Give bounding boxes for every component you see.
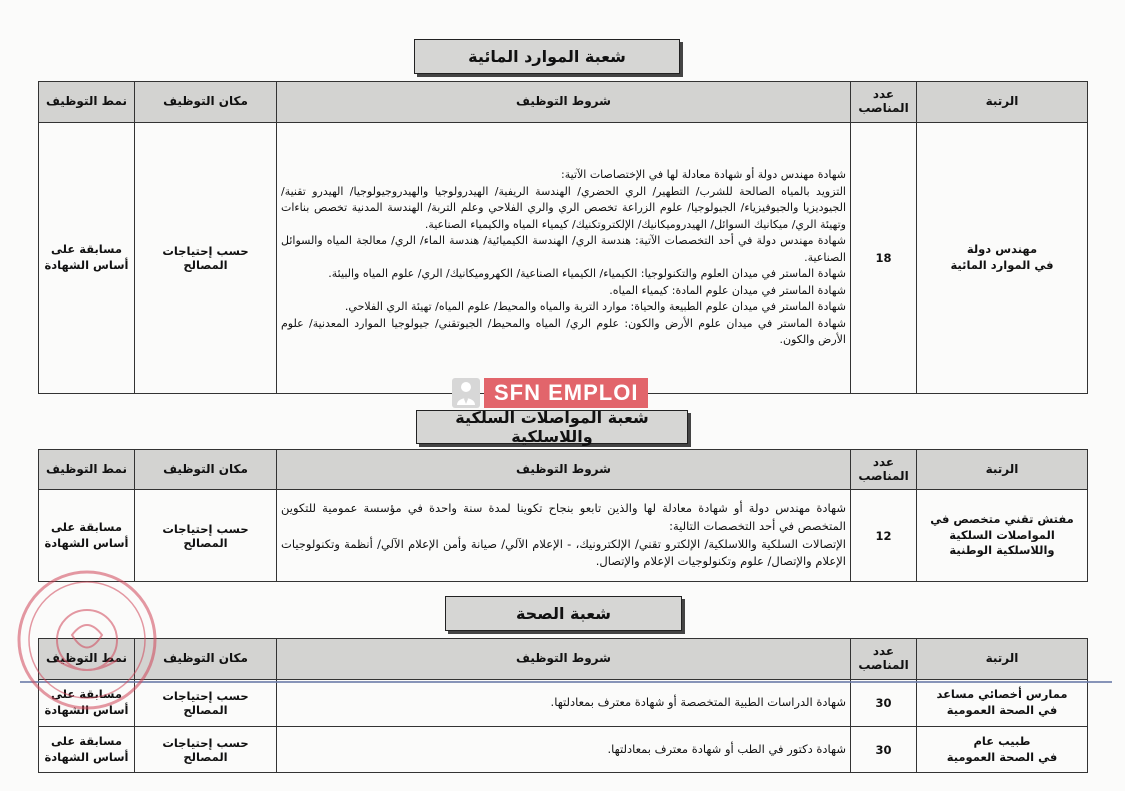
header-conditions: شروط التوظيف bbox=[277, 82, 851, 123]
header-rank: الرتبة bbox=[917, 450, 1088, 490]
table-row bbox=[39, 490, 1088, 582]
section-title-water bbox=[414, 39, 680, 74]
cell-conditions: شهادة مهندس دولة أو شهادة معادلة لها في الإختصاصات الآتية: التزويد بالمياه الصالحة للشرب/ التطهير/ الري الحضري/ الهندسة الريفية/ الهيدرولوجيا والهيدروجيولوجيا/ الهيدرو تقنية/ الجيوديزيا والجيوفيزياء/ الجيولوجيا/ علوم الزراعة تخصص الري والري الفلاحي وعلم التربة/ الهندسة المدنية تخصص بناءات وتهيئة الري/ ميكانيك السوائل/ الهيدروميكانيك/ الإلكتروتكنيك/ كيمياء المياه والكيمياء الصناعية. شهادة مهندس دولة في أحد التخصصات الآتية: هندسة الري/ الهندسة الكيميائية/ هندسة الماء/ الري/ معالجة المياه والسوائل الصناعية. شهادة الماستر في ميدان العلوم والتكنولوجيا: الكيمياء/ الكيمياء الصناعية/ الكهروميكانيك/ الري/ علوم المياه والبيئة. شهادة الماستر في ميدان علوم المادة: كيمياء المياه. شهادة الماستر في ميدان علوم الطبيعة والحياة: موارد التربة والمياه والمحيط/ علوم المياه/ تهيئة الري الفلاحي. شهادة الماستر في ميدان علوم الأرض والكون: علوم الري/ المياه والمحيط/ الجيوتقني/ جيولوجيا الموارد المعدنية/ علوم الأرض والكون. bbox=[277, 123, 851, 394]
header-rank: الرتبة bbox=[917, 639, 1088, 680]
cell-conditions: شهادة مهندس دولة أو شهادة معادلة لها والذين تابعو بنجاح تكوينا لمدة سنة واحدة في مؤسسة عمومية للتكوين المتخصص في أحد التخصصات التالية: الإتصالات السلكية واللاسلكية/ الإلكترو تقني/ الإلكترونيك، - الإعلام الآلي/ صيانة وأمن الإعلام الآلي/ أنظمة وتكنولوجيات الإعلام والإتصال/ علوم وتكنولوجيات الإعلام والإتصال. bbox=[277, 490, 851, 582]
cell-place: حسب إحتياجات المصالح bbox=[135, 123, 277, 394]
table-telecom bbox=[38, 449, 1088, 582]
cell-count: 30 bbox=[851, 680, 917, 727]
table-header-row bbox=[39, 450, 1088, 490]
header-place: مكان التوظيف bbox=[135, 450, 277, 490]
watermark-text: SFN EMPLOI bbox=[484, 378, 648, 408]
cell-count: 30 bbox=[851, 727, 917, 773]
header-mode: نمط التوظيف bbox=[39, 82, 135, 123]
header-mode: نمط التوظيف bbox=[39, 450, 135, 490]
cell-count: 18 bbox=[851, 123, 917, 394]
watermark-logo bbox=[452, 377, 674, 409]
cell-place: حسب إحتياجات المصالح bbox=[135, 727, 277, 773]
table-header-row bbox=[39, 82, 1088, 123]
cell-mode: مسابقة على أساس الشهادة bbox=[39, 680, 135, 727]
header-rank: الرتبة bbox=[917, 82, 1088, 123]
cell-mode: مسابقة على أساس الشهادة bbox=[39, 123, 135, 394]
header-place: مكان التوظيف bbox=[135, 82, 277, 123]
table-health bbox=[38, 638, 1088, 773]
table-water bbox=[38, 81, 1088, 394]
scan-line bbox=[20, 681, 1112, 683]
table-row bbox=[39, 727, 1088, 773]
official-seal-icon bbox=[12, 565, 162, 715]
table-row bbox=[39, 680, 1088, 727]
section-title-health bbox=[445, 596, 682, 631]
header-place: مكان التوظيف bbox=[135, 639, 277, 680]
section-title-text: شعبة المواصلات السلكية واللاسلكية bbox=[455, 408, 649, 446]
cell-rank: ممارس أخصائي مساعد في الصحة العمومية bbox=[917, 680, 1088, 727]
section-title-text: شعبة الصحة bbox=[515, 604, 612, 623]
header-count: عدد المناصب bbox=[851, 639, 917, 680]
header-conditions: شروط التوظيف bbox=[277, 450, 851, 490]
table-row bbox=[39, 123, 1088, 394]
header-count: عدد المناصب bbox=[851, 450, 917, 490]
cell-rank: مهندس دولة في الموارد المائية bbox=[917, 123, 1088, 394]
section-title-text: شعبة الموارد المائية bbox=[468, 47, 626, 66]
cell-count: 12 bbox=[851, 490, 917, 582]
header-mode: نمط التوظيف bbox=[39, 639, 135, 680]
cell-conditions: شهادة دكتور في الطب أو شهادة معترف بمعادلتها. bbox=[277, 727, 851, 773]
cell-rank: مفتش تقني متخصص في المواصلات السلكية واللاسلكية الوطنية bbox=[917, 490, 1088, 582]
cell-mode: مسابقة على أساس الشهادة bbox=[39, 727, 135, 773]
section-title-telecom bbox=[416, 410, 688, 444]
cell-mode: مسابقة على أساس الشهادة bbox=[39, 490, 135, 582]
header-conditions: شروط التوظيف bbox=[277, 639, 851, 680]
table-header-row bbox=[39, 639, 1088, 680]
cell-conditions: شهادة الدراسات الطبية المتخصصة أو شهادة معترف بمعادلتها. bbox=[277, 680, 851, 727]
cell-place: حسب إحتياجات المصالح bbox=[135, 680, 277, 727]
header-count: عدد المناصب bbox=[851, 82, 917, 123]
person-tie-icon bbox=[452, 378, 480, 408]
cell-rank: طبيب عام في الصحة العمومية bbox=[917, 727, 1088, 773]
cell-place: حسب إحتياجات المصالح bbox=[135, 490, 277, 582]
